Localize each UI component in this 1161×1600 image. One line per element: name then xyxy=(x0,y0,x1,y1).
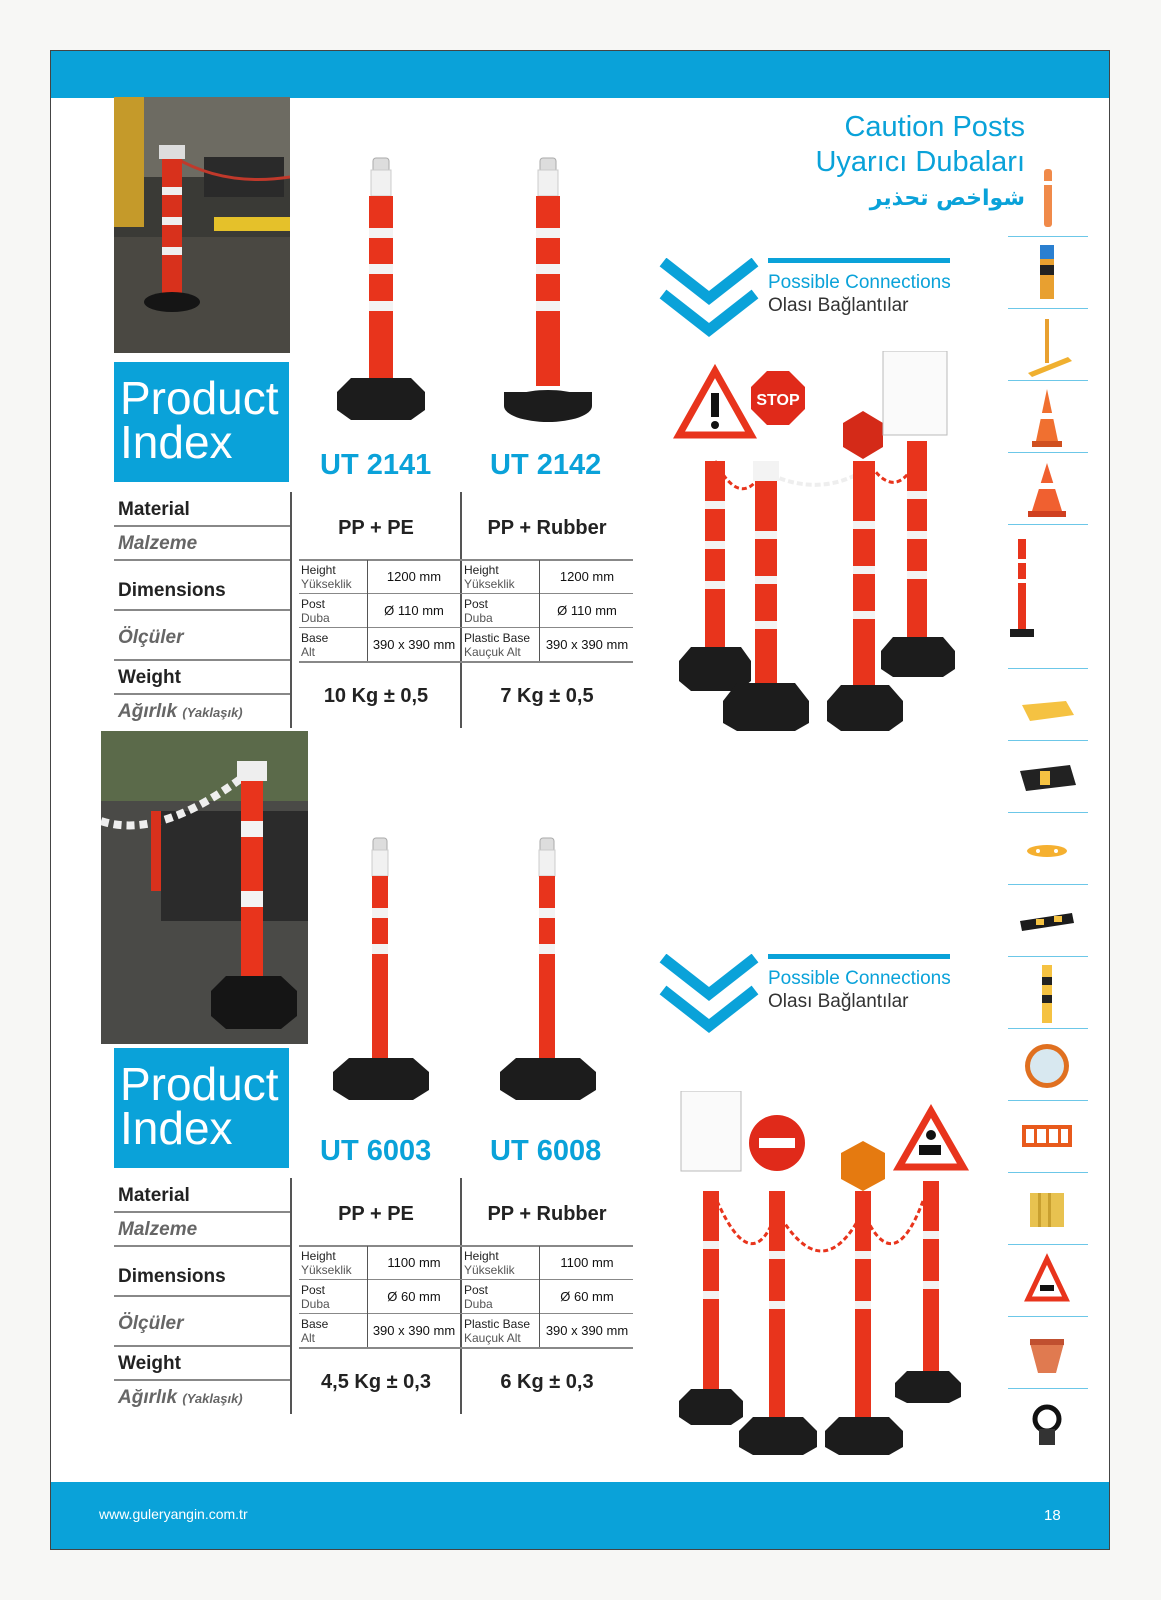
connections-bar xyxy=(768,258,950,263)
weight-value-ut2141: 10 Kg ± 0,5 xyxy=(323,685,429,707)
dim-sub-text: Yükseklik xyxy=(301,577,352,591)
label-dimensions: Dimensions xyxy=(118,580,226,601)
sidebar-divider xyxy=(1008,524,1088,525)
dim-sub-text: Yükseklik xyxy=(464,577,515,591)
possible-connections-tr: Olası Bağlantılar xyxy=(768,991,909,1012)
dim-value: 390 x 390 mm xyxy=(545,637,629,652)
dim-grid-line xyxy=(299,627,633,628)
divider xyxy=(114,1295,290,1297)
weight-tr-note: (Yaklaşık) xyxy=(182,705,243,720)
dim-value: Ø 60 mm xyxy=(560,1289,614,1304)
weight-value-ut2142: 7 Kg ± 0,5 xyxy=(500,685,594,707)
dim-sub-text: Yükseklik xyxy=(464,1263,515,1277)
dim-label-text: Post xyxy=(301,1283,326,1297)
label-dimensions-tr: Ölçüler xyxy=(118,627,184,648)
label-dimensions-tr: Ölçüler xyxy=(118,1313,184,1334)
sidebar-divider xyxy=(1008,452,1088,453)
material-value-ut2142: PP + Rubber xyxy=(487,517,607,539)
dim-label xyxy=(464,631,530,659)
dim-label-text: Height xyxy=(301,563,336,577)
dim-label xyxy=(464,1283,493,1311)
warning-post-icon xyxy=(1008,239,1086,309)
dim-label-text: Post xyxy=(301,597,326,611)
divider xyxy=(114,1345,290,1347)
weight-value-ut6003: 4,5 Kg ± 0,3 xyxy=(321,1371,431,1393)
divider xyxy=(114,559,290,561)
sidebar-divider xyxy=(1008,1244,1088,1245)
weight-tr-note: (Yaklaşık) xyxy=(182,1391,243,1406)
dim-label xyxy=(301,1283,330,1311)
sidebar-divider xyxy=(1008,812,1088,813)
divider xyxy=(114,609,290,611)
striped-cone-icon xyxy=(1008,455,1086,525)
dim-sub-text: Alt xyxy=(301,645,316,659)
ut2142-post-image xyxy=(498,156,598,424)
dim-sub-text: Duba xyxy=(464,1297,493,1311)
dim-value: 1200 mm xyxy=(559,569,615,584)
possible-connections-tr: Olası Bağlantılar xyxy=(768,295,909,316)
convex-mirror-icon xyxy=(1008,1031,1086,1101)
divider xyxy=(114,525,290,527)
material-value-ut6008: PP + Rubber xyxy=(487,1203,607,1225)
dim-grid-line xyxy=(367,560,368,661)
dim-label-text: Post xyxy=(464,1283,489,1297)
sidebar-divider xyxy=(1008,884,1088,885)
weight-tr-text: Ağırlık xyxy=(118,1387,178,1408)
top-bar xyxy=(51,51,1109,98)
dim-value: 390 x 390 mm xyxy=(372,1323,456,1338)
sidebar-divider xyxy=(1008,1100,1088,1101)
label-weight: Weight xyxy=(118,1353,181,1374)
post-cap-icon xyxy=(1008,1391,1086,1461)
divider xyxy=(114,693,290,695)
tactile-tile-icon xyxy=(1008,1175,1086,1245)
dim-label xyxy=(464,563,515,591)
barrier-arm-icon xyxy=(1008,311,1086,381)
product-index-line1: Product xyxy=(120,372,279,424)
category-title-tr: Uyarıcı Dubaları xyxy=(815,146,1025,178)
label-material-tr: Malzeme xyxy=(118,1219,198,1240)
product-index-line2: Index xyxy=(120,416,233,468)
divider xyxy=(114,659,290,661)
weight-value-ut6008: 6 Kg ± 0,3 xyxy=(500,1371,594,1393)
material-value-ut2141: PP + PE xyxy=(338,517,414,539)
material-value-ut6003: PP + PE xyxy=(338,1203,414,1225)
sidebar-divider xyxy=(1008,1172,1088,1173)
dim-grid-line xyxy=(367,1246,368,1347)
dim-sub-text: Duba xyxy=(301,1297,330,1311)
category-title-en: Caution Posts xyxy=(844,111,1025,143)
sidebar-divider xyxy=(1008,1028,1088,1029)
dim-label xyxy=(464,597,493,625)
dim-grid-line xyxy=(539,560,540,661)
dim-grid-line xyxy=(299,1347,633,1349)
dim-label-text: Base xyxy=(301,1317,329,1331)
divider xyxy=(114,1379,290,1381)
chain-posts-photo xyxy=(101,731,308,1044)
dim-value: Ø 60 mm xyxy=(387,1289,441,1304)
label-weight-tr xyxy=(118,701,243,723)
sidebar-divider xyxy=(1008,1316,1088,1317)
possible-connections-heading xyxy=(768,271,951,317)
product-index-line2: Index xyxy=(120,1102,233,1154)
dim-sub-text: Alt xyxy=(301,1331,316,1345)
page-number: 18 xyxy=(1044,1507,1061,1524)
dim-label-text: Base xyxy=(301,631,329,645)
dim-label xyxy=(464,1249,515,1277)
sidebar-divider xyxy=(1008,740,1088,741)
caution-post-icon xyxy=(1008,165,1086,235)
dim-grid-line xyxy=(299,1279,633,1280)
product-index-box xyxy=(114,362,289,482)
label-weight: Weight xyxy=(118,667,181,688)
parking-stopper-icon xyxy=(1008,887,1086,957)
dim-value: 390 x 390 mm xyxy=(372,637,456,652)
possible-connections-en: Possible Connections xyxy=(768,968,951,989)
traffic-cone-icon xyxy=(1008,383,1086,453)
connections-illustration-1 xyxy=(671,351,961,731)
dim-value: Ø 110 mm xyxy=(384,603,444,618)
dim-value: 1200 mm xyxy=(386,569,442,584)
ut6003-post-image xyxy=(329,836,433,1102)
dim-label xyxy=(301,1249,352,1277)
dim-grid-line xyxy=(299,1313,633,1314)
sidebar-divider xyxy=(1008,668,1088,669)
category-title-ar: شواخص تحذير xyxy=(869,186,1025,211)
product-code-ut6008: UT 6008 xyxy=(490,1135,602,1167)
possible-connections-en: Possible Connections xyxy=(768,272,951,293)
sidebar-divider xyxy=(1008,380,1088,381)
weight-tr-text: Ağırlık xyxy=(118,701,178,722)
product-code-ut6003: UT 6003 xyxy=(320,1135,432,1167)
dim-value: 390 x 390 mm xyxy=(545,1323,629,1338)
ut2141-post-image xyxy=(331,156,431,424)
dim-value: 1100 mm xyxy=(387,1255,441,1270)
dim-label xyxy=(301,631,328,659)
dim-label-text: Post xyxy=(464,597,489,611)
speed-bump-black-icon xyxy=(1008,743,1086,813)
speed-bump-yellow-icon xyxy=(1008,671,1086,741)
double-chevron-icon xyxy=(659,258,759,342)
dim-sub-text: Duba xyxy=(464,611,493,625)
dim-sub-text: Duba xyxy=(301,611,330,625)
dim-label-text: Height xyxy=(301,1249,336,1263)
cone-lamp-icon xyxy=(1008,1319,1086,1389)
connections-illustration-2 xyxy=(673,1091,973,1471)
label-material: Material xyxy=(118,1185,190,1206)
sidebar-divider xyxy=(1008,956,1088,957)
barrier-fence-icon xyxy=(1008,1103,1086,1173)
caution-post-small-icon xyxy=(1008,529,1086,649)
dim-label-text: Plastic Base xyxy=(464,1317,531,1331)
svg-text:STOP: STOP xyxy=(756,392,800,409)
dim-sub-text: Yükseklik xyxy=(301,1263,352,1277)
road-works-sign-icon xyxy=(1008,1247,1086,1317)
dim-value: 1100 mm xyxy=(560,1255,614,1270)
sidebar-divider xyxy=(1008,1388,1088,1389)
product-index-line1: Product xyxy=(120,1058,279,1110)
dim-label xyxy=(301,597,330,625)
dim-value: Ø 110 mm xyxy=(557,603,617,618)
dim-label xyxy=(464,1317,530,1345)
dim-sub-text: Kauçuk Alt xyxy=(464,1331,521,1345)
possible-connections-heading xyxy=(768,967,951,1013)
ut6008-post-image xyxy=(496,836,600,1102)
dim-label xyxy=(301,1317,328,1345)
product-index-box-2 xyxy=(114,1048,289,1168)
label-weight-tr xyxy=(118,1387,243,1409)
dim-grid-line xyxy=(299,1245,633,1247)
divider xyxy=(114,1245,290,1247)
bollard-icon xyxy=(1008,959,1086,1029)
page-frame xyxy=(51,51,1109,1549)
website-link[interactable]: www.guleryangin.com.tr xyxy=(99,1506,248,1522)
sidebar-divider xyxy=(1008,236,1088,237)
product-code-ut2142: UT 2142 xyxy=(490,449,602,481)
parking-garage-photo xyxy=(114,97,290,353)
dim-label-text: Height xyxy=(464,1249,499,1263)
double-chevron-icon xyxy=(659,954,759,1038)
label-material: Material xyxy=(118,499,190,520)
connections-bar xyxy=(768,954,950,959)
dim-label-text: Height xyxy=(464,563,499,577)
dim-label-text: Plastic Base xyxy=(464,631,531,645)
dim-grid-line xyxy=(299,593,633,594)
dim-grid-line xyxy=(299,559,633,561)
dim-label xyxy=(301,563,352,591)
speed-bump-small-icon xyxy=(1008,815,1086,885)
dim-grid-line xyxy=(539,1246,540,1347)
dim-grid-line xyxy=(299,661,633,663)
dim-sub-text: Kauçuk Alt xyxy=(464,645,521,659)
label-material-tr: Malzeme xyxy=(118,533,198,554)
label-dimensions: Dimensions xyxy=(118,1266,226,1287)
sidebar-divider xyxy=(1008,308,1088,309)
divider xyxy=(114,1211,290,1213)
product-code-ut2141: UT 2141 xyxy=(320,449,432,481)
